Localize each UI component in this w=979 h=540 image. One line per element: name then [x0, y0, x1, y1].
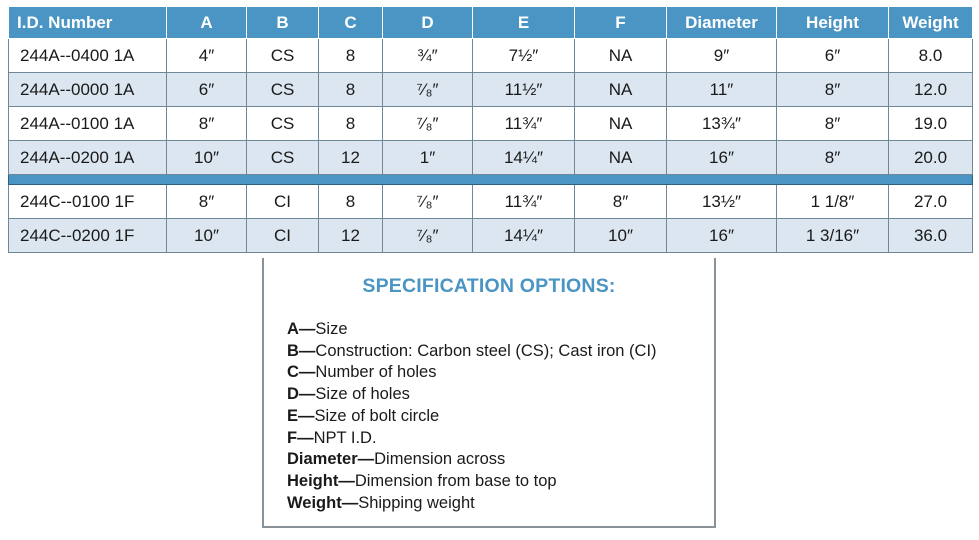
- column-header: C: [319, 7, 383, 39]
- table-cell: CI: [247, 219, 319, 253]
- option-text: Shipping weight: [358, 493, 475, 512]
- column-header: E: [473, 7, 575, 39]
- column-header: B: [247, 7, 319, 39]
- table-cell: 10″: [575, 219, 667, 253]
- option-dash: —: [357, 450, 375, 469]
- option-key: D: [287, 385, 299, 404]
- option-dash: —: [298, 341, 316, 360]
- table-cell: 11″: [667, 73, 777, 107]
- table-cell: NA: [575, 73, 667, 107]
- option-text: Construction: Carbon steel (CS); Cast iron (CI): [315, 341, 657, 360]
- table-cell: 4″: [167, 39, 247, 73]
- option-item: [287, 449, 657, 471]
- column-header: Diameter: [667, 7, 777, 39]
- option-key: Weight: [287, 493, 342, 512]
- column-header: I.D. Number: [9, 7, 167, 39]
- table-cell: ⁷⁄₈″: [383, 219, 473, 253]
- id-number-cell: 244A--0400 1A: [9, 39, 167, 73]
- table-cell: 36.0: [889, 219, 973, 253]
- table-cell: 19.0: [889, 107, 973, 141]
- table-cell: 8: [319, 73, 383, 107]
- table-cell: CI: [247, 185, 319, 219]
- table-row: [9, 219, 973, 253]
- option-item: [287, 384, 657, 406]
- column-header: Height: [777, 7, 889, 39]
- table-cell: CS: [247, 73, 319, 107]
- option-text: Number of holes: [315, 363, 437, 382]
- option-item: [287, 493, 657, 515]
- option-dash: —: [298, 385, 316, 404]
- table-cell: ⁷⁄₈″: [383, 73, 473, 107]
- id-number-cell: 244C--0200 1F: [9, 219, 167, 253]
- option-text: Dimension from base to top: [354, 471, 557, 490]
- table-cell: 16″: [667, 141, 777, 175]
- table-cell: NA: [575, 39, 667, 73]
- table-cell: ¾″: [383, 39, 473, 73]
- table-cell: 20.0: [889, 141, 973, 175]
- table-cell: 6″: [777, 39, 889, 73]
- table-cell: 8″: [167, 107, 247, 141]
- option-key: C: [287, 363, 299, 382]
- table-cell: 12: [319, 219, 383, 253]
- option-key: A: [287, 320, 299, 338]
- option-key: E: [287, 406, 299, 425]
- table-row: [9, 73, 973, 107]
- option-item: [287, 319, 657, 341]
- table-cell: 6″: [167, 73, 247, 107]
- table-cell: 8″: [777, 107, 889, 141]
- table-cell: 8: [319, 39, 383, 73]
- table-cell: 11¾″: [473, 107, 575, 141]
- table-cell: 8″: [575, 185, 667, 219]
- column-header: D: [383, 7, 473, 39]
- table-cell: 27.0: [889, 185, 973, 219]
- option-key: F: [287, 428, 298, 447]
- spec-table: [8, 7, 973, 253]
- option-key: Diameter: [287, 450, 358, 469]
- option-text: Size of holes: [315, 385, 410, 404]
- option-dash: —: [341, 493, 359, 512]
- table-cell: 16″: [667, 219, 777, 253]
- option-text: Dimension across: [374, 450, 506, 469]
- table-cell: 7½″: [473, 39, 575, 73]
- table-row: [9, 107, 973, 141]
- table-cell: 12: [319, 141, 383, 175]
- table-cell: 13½″: [667, 185, 777, 219]
- specification-options-box: [262, 258, 716, 528]
- column-header: F: [575, 7, 667, 39]
- table-row: [9, 185, 973, 219]
- id-number-cell: 244A--0000 1A: [9, 73, 167, 107]
- option-dash: —: [298, 320, 316, 338]
- table-cell: 1 1/8″: [777, 185, 889, 219]
- header-row: [9, 7, 973, 39]
- table-cell: 10″: [167, 141, 247, 175]
- table-cell: 14¼″: [473, 141, 575, 175]
- table-cell: ⁷⁄₈″: [383, 107, 473, 141]
- separator-bar: [9, 175, 973, 185]
- option-item: [287, 428, 657, 450]
- table-cell: 11¾″: [473, 185, 575, 219]
- option-item: [287, 341, 657, 363]
- table-cell: 1″: [383, 141, 473, 175]
- option-dash: —: [297, 428, 314, 447]
- table-cell: 8″: [777, 73, 889, 107]
- option-text: NPT I.D.: [313, 428, 377, 447]
- table-cell: CS: [247, 107, 319, 141]
- table-cell: 8: [319, 185, 383, 219]
- table-cell: ⁷⁄₈″: [383, 185, 473, 219]
- id-number-cell: 244A--0200 1A: [9, 141, 167, 175]
- option-text: Size of bolt circle: [314, 406, 440, 425]
- option-dash: —: [298, 363, 316, 382]
- table-cell: 9″: [667, 39, 777, 73]
- table-cell: 1 3/16″: [777, 219, 889, 253]
- option-dash: —: [298, 406, 315, 425]
- table-cell: 12.0: [889, 73, 973, 107]
- id-number-cell: 244A--0100 1A: [9, 107, 167, 141]
- column-header: Weight: [889, 7, 973, 39]
- table-cell: 8″: [167, 185, 247, 219]
- option-text: Size: [315, 320, 348, 338]
- table-cell: CS: [247, 141, 319, 175]
- table-cell: 10″: [167, 219, 247, 253]
- table-cell: 8: [319, 107, 383, 141]
- column-header: A: [167, 7, 247, 39]
- table-row: [9, 39, 973, 73]
- option-item: [287, 406, 657, 428]
- table-row: [9, 141, 973, 175]
- table-body: [9, 39, 973, 253]
- option-dash: —: [338, 471, 355, 490]
- option-item: [287, 362, 657, 384]
- table-cell: 11½″: [473, 73, 575, 107]
- option-key: Height: [287, 471, 339, 490]
- table-cell: NA: [575, 107, 667, 141]
- id-number-cell: 244C--0100 1F: [9, 185, 167, 219]
- option-key: B: [287, 341, 299, 360]
- options-title: SPECIFICATION OPTIONS:: [362, 275, 616, 297]
- table-cell: 13¾″: [667, 107, 777, 141]
- table-cell: NA: [575, 141, 667, 175]
- option-item: [287, 471, 657, 493]
- table-cell: 8.0: [889, 39, 973, 73]
- options-list: [287, 319, 657, 514]
- group-separator: [9, 175, 973, 185]
- table-cell: 14¼″: [473, 219, 575, 253]
- table-cell: 8″: [777, 141, 889, 175]
- table-cell: CS: [247, 39, 319, 73]
